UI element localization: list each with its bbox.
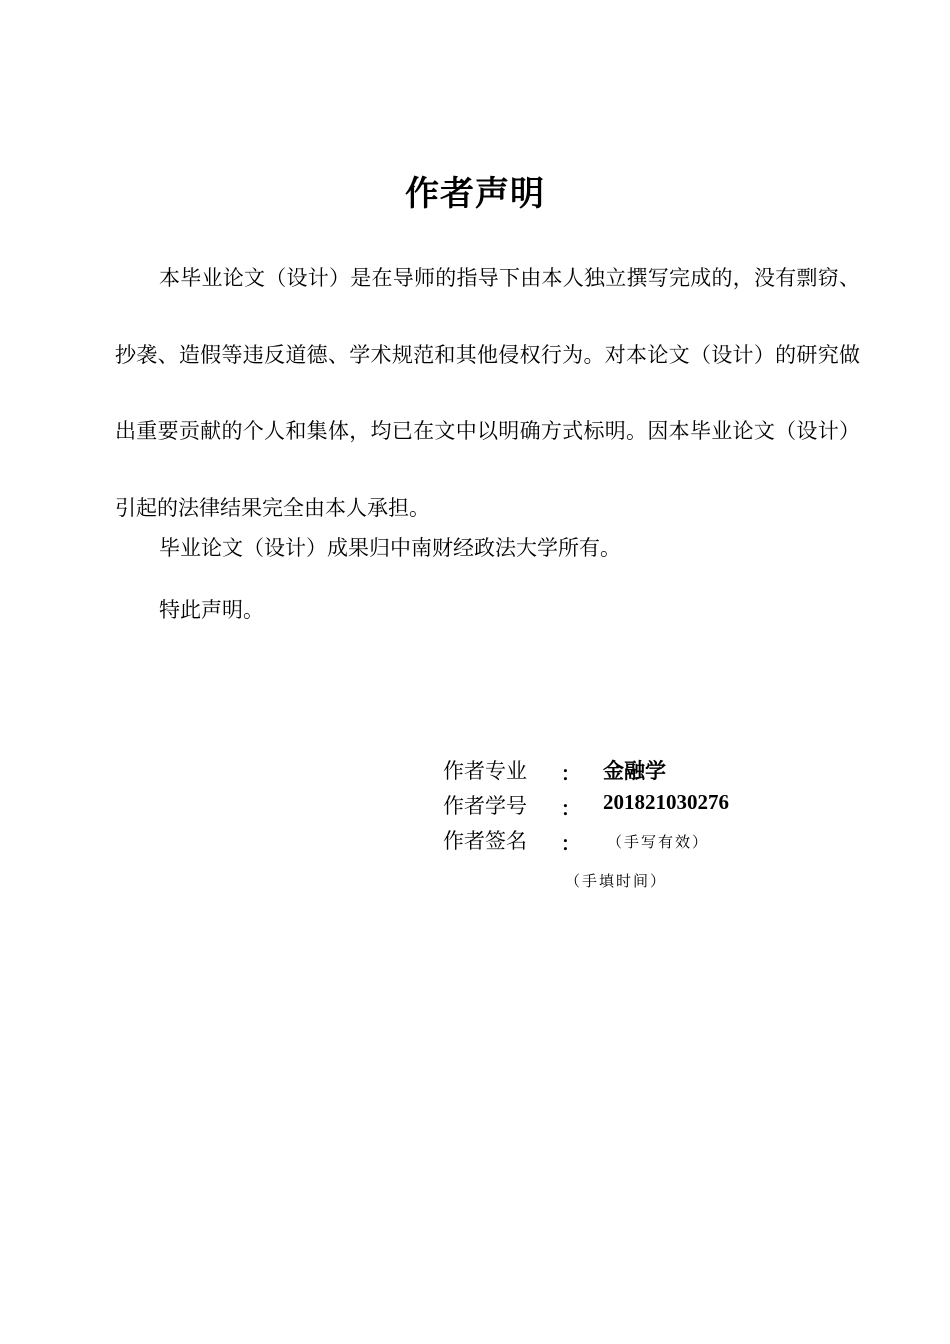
- author-major-label: 作者专业: [443, 759, 527, 783]
- signature-date-note: （手填时间）: [565, 872, 668, 890]
- author-signature-note: （手写有效）: [607, 833, 710, 851]
- author-signature-colon: ：: [561, 833, 581, 855]
- author-id-colon: ：: [561, 798, 581, 820]
- author-major-colon: ：: [561, 763, 581, 785]
- declaration-paragraph-closing: 特此声明。: [159, 598, 264, 622]
- page-title: 作者声明: [405, 174, 545, 214]
- author-id-label: 作者学号: [443, 794, 527, 818]
- author-signature-label: 作者签名: [443, 829, 527, 853]
- declaration-paragraph-ownership: 毕业论文（设计）成果归中南财经政法大学所有。: [159, 536, 621, 560]
- declaration-paragraph-main: 本毕业论文（设计）是在导师的指导下由本人独立撰写完成的，没有剽窃、抄袭、造假等违反道德、学术规范和其他侵权行为。对本论文（设计）的研究做出重要贡献的个人和集体，均已在文中以明确方式标明。因本毕业论文（设计）引起的法律结果完全由本人承担。: [115, 266, 860, 520]
- author-id-value: 201821030276: [603, 790, 729, 814]
- author-major-value: 金融学: [603, 758, 666, 783]
